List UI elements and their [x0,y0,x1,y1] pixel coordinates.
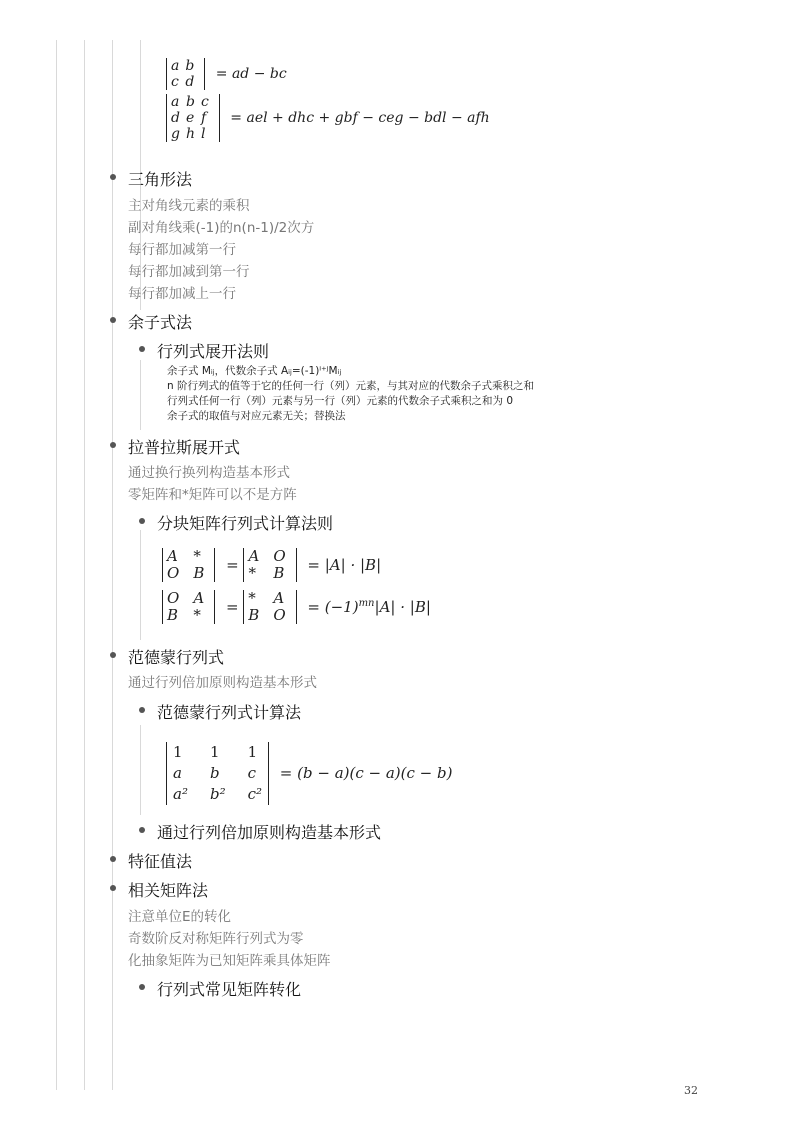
note-line: 化抽象矩阵为已知矩阵乘具体矩阵 [128,953,331,969]
block-matrix [243,590,296,624]
node-expansion-rule[interactable]: 行列式展开法则 [157,342,270,361]
node-related-matrix[interactable]: 相关矩阵法 [128,881,209,900]
note-line: 零矩阵和*矩阵可以不是方阵 [128,487,297,503]
note-line: 通过行列倍加原则构造基本形式 [128,675,317,691]
cofactor-note: 余子式的取值与对应元素无关；替换法 [167,410,346,422]
matrix-cell: c² [247,785,263,803]
bullet-icon [110,652,116,658]
block-matrix [162,590,215,624]
block-equation-2 [162,590,431,624]
matrix-cell: e [185,110,195,126]
outline-guide-line [140,725,141,815]
matrix-cell: h [185,126,195,142]
bullet-icon [110,174,116,180]
matrix-cell: A [248,547,260,565]
det3-result: = ael + dhc + gbf − ceg − bdl − afh [230,110,490,126]
matrix-cell: d [185,74,195,90]
outline-guide-line [140,530,141,640]
matrix-cell: B [193,564,205,582]
matrix-cell: 1 [209,743,220,761]
node-block-matrix[interactable]: 分块矩阵行列式计算法则 [157,514,334,533]
note-line: 主对角线元素的乘积 [128,198,250,214]
matrix-cell: O [167,564,180,582]
node-common-matrix[interactable]: 行列式常见矩阵转化 [157,980,302,999]
matrix-cell: * [193,547,201,565]
bullet-icon [110,885,116,891]
matrix-cell: c [201,94,209,110]
matrix-cell: b [209,764,220,782]
cofactor-note: 行列式任何一行（列）元素与另一行（列）元素的代数余子式乘积之和为 0 [167,395,514,407]
matrix-cell: b [185,94,195,110]
matrix-cell: A [193,589,205,607]
bullet-icon [139,827,145,833]
det2-matrix [166,58,205,90]
block-eq2-suffix: |A| · |B| [374,598,431,616]
bullet-icon [139,707,145,713]
note-line: 副对角线乘(-1)的n(n-1)/2次方 [128,220,315,236]
node-row-col-addition[interactable]: 通过行列倍加原则构造基本形式 [157,823,382,842]
node-vandermonde[interactable]: 范德蒙行列式 [128,648,225,667]
block-matrix [243,548,296,582]
matrix-cell: g [171,126,180,142]
bullet-icon [110,856,116,862]
matrix-cell: 1 [173,743,183,761]
block-equation-1 [162,548,381,582]
cofactor-note: n 阶行列式的值等于它的任何一行（列）元素，与其对应的代数余子式乘积之和 [167,380,534,392]
block-matrix [162,548,215,582]
matrix-cell: O [167,589,180,607]
block-eq1-result: = |A| · |B| [307,555,382,574]
matrix-cell: a [171,58,180,74]
block-eq2-exponent: mn [358,598,375,609]
cofactor-note: 余子式 Mᵢⱼ，代数余子式 Aᵢⱼ=(-1)ⁱ⁺ʲMᵢⱼ [167,365,342,377]
vandermonde-equation [166,742,452,805]
note-line: 注意单位E的转化 [128,909,232,925]
block-eq2-result [307,599,430,615]
node-vandermonde-calc[interactable]: 范德蒙行列式计算法 [157,703,302,722]
node-laplace[interactable]: 拉普拉斯展开式 [128,438,241,457]
outline-guide-line [56,40,57,1090]
page-number: 32 [684,1084,698,1097]
matrix-cell: B [273,564,285,582]
node-cofactor[interactable]: 余子式法 [128,313,193,332]
matrix-cell: B [167,606,179,624]
matrix-cell: A [273,589,285,607]
matrix-cell: a [171,94,180,110]
node-eigen[interactable]: 特征值法 [128,852,193,871]
bullet-icon [139,984,145,990]
matrix-cell: 1 [247,743,258,761]
note-line: 每行都加减上一行 [128,286,236,302]
matrix-cell: l [201,126,206,142]
bullet-icon [110,442,116,448]
equals-sign: = [225,597,239,616]
note-line: 通过换行换列构造基本形式 [128,465,290,481]
matrix-cell: * [248,589,256,607]
det3-equation [166,94,490,142]
matrix-cell: d [171,110,180,126]
matrix-cell: B [248,606,260,624]
outline-guide-line [140,360,141,430]
vandermonde-result: = (b − a)(c − a)(c − b) [279,764,453,782]
node-triangle[interactable]: 三角形法 [128,170,193,189]
det2-result: = ad − bc [215,66,287,82]
note-line: 每行都加减到第一行 [128,264,250,280]
bullet-icon [139,518,145,524]
equals-sign: = [226,555,239,574]
matrix-cell: * [193,606,201,624]
bullet-icon [139,346,145,352]
matrix-cell: O [273,606,286,624]
matrix-cell: f [201,110,207,126]
matrix-cell: b [185,58,195,74]
matrix-cell: a² [173,785,188,803]
note-line: 每行都加减第一行 [128,242,236,258]
det2-equation [166,58,287,90]
bullet-icon [110,317,116,323]
matrix-cell: A [167,547,178,565]
matrix-cell: a [173,764,182,782]
matrix-cell: * [248,564,256,582]
det3-matrix [166,94,220,142]
matrix-cell: c [247,764,256,782]
outline-guide-line [112,40,113,1090]
note-line: 奇数阶反对称矩阵行列式为零 [128,931,304,947]
vandermonde-matrix [166,742,269,805]
matrix-cell: c [171,74,179,90]
outline-guide-line [84,40,85,1090]
block-eq2-prefix: = (−1) [307,598,359,616]
matrix-cell: b² [209,785,226,803]
matrix-cell: O [273,547,286,565]
